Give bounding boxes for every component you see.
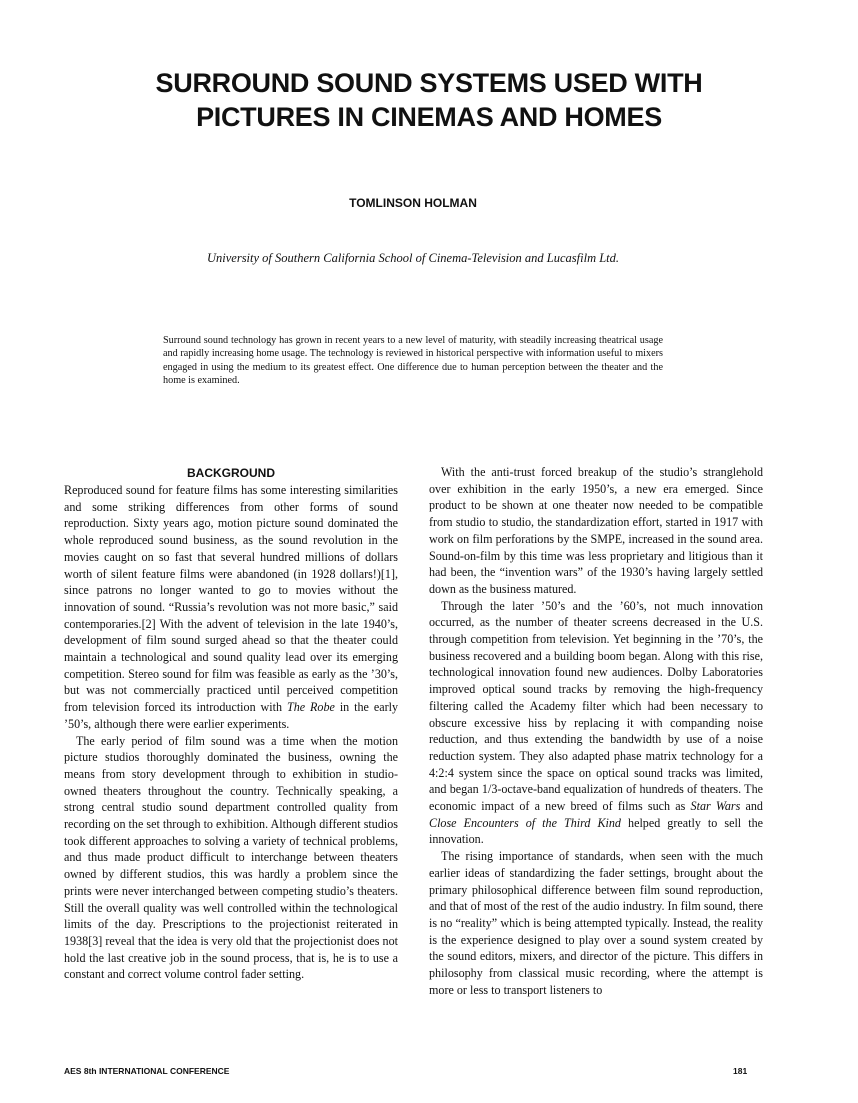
body-paragraph: The rising importance of standards, when seen with the much earlier ideas of standardizing the fader settings, brought about the primary philosophical difference between film sound reproduction, and that of most of the rest of the audio industry. In film sound, there is no “reality” which is being attempted typically. Instead, the reality is the experience designed to play over a sound system created by the sound editors, mixers, and director of the picture. This differs in philosophy from classical music recording, where the attempt is more or less to transport listeners to [429,849,763,997]
film-title-italic: The Robe [286,700,335,715]
author-name: TOMLINSON HOLMAN [349,196,477,210]
body-paragraph [429,598,763,849]
paragraph-text: Reproduced sound for feature films has some interesting similarities and some striking differences from other forms of sound reproduction. Sixty years ago, motion picture sound dominated the whole reproduced sound business, as the sound revolution in the movies caught on so fast that several hundred millions of dollars worth of silent feature films were abandoned (in 1928 dollars!)[1], since patrons no longer wanted to go to movies without the innovation of sound. “Russia’s revolution was not more basic,” said contemporaries.[2] With the advent of television in the late 1940’s, development of film sound surged ahead so that the theater could maintain a technological and sound quality lead over its emerging competition. Stereo sound for film was feasible as early as the ’30’s, but was not commercially practiced until perceived competition from television forced its introduction with [64,483,398,715]
title-line-1: SURROUND SOUND SYSTEMS USED WITH [155,68,703,98]
title-line-2: PICTURES IN CINEMAS AND HOMES [196,102,662,132]
right-column [429,464,763,999]
page-number: 181 [733,1066,748,1076]
footer-conference: AES 8th INTERNATIONAL CONFERENCE [64,1066,230,1076]
film-title-italic: Star Wars [690,799,741,814]
author-affiliation: University of Southern California School of Cinema-Television and Lucasfilm Ltd. [206,251,620,265]
paragraph-text: helped greatly to sell the innovation. [429,815,763,847]
paper-title [60,66,798,134]
body-paragraph: The early period of film sound was a time when the motion picture studios thoroughly dominated the business, owning the means from story development through to exhibition in studio-owned theaters throughout the country. Technically speaking, a strong central studio sound department controlled quality from recording on the set through to exhibition. Although different studios took different approaches to solving a variety of technical problems, and thus made product difficult to interchange between theaters owned by different studios, this was hardly a problem since the prints were never interchanged between competing studio’s theaters. Still the overall quality was well controlled within the technological limits of the day. Prescriptions to the projectionist reiterated in 1938[3] reveal that the idea is very old that the projectionist does not hold the last creative job in the sound process, that is, he is to use a constant and correct volume control fader setting. [64,733,398,982]
body-paragraph [64,482,398,733]
paragraph-text: in the early ’50’s, although there were earlier experiments. [64,700,398,731]
film-title-italic: Close Encounters of the Third Kind [429,815,621,830]
abstract: Surround sound technology has grown in recent years to a new level of maturity, with steadily increasing theatrical usage and rapidly increasing home usage. The technology is reviewed in historical perspective with information useful to mixers engaged in using the medium to its greatest effect. One difference due to human perception between the theater and the home is examined. [163,335,663,387]
paragraph-text: and [745,799,763,814]
section-heading-background: BACKGROUND [187,466,275,480]
body-paragraph: With the anti-trust forced breakup of the studio’s stranglehold over exhibition in the early 1950’s, a new era emerged. Since product to be shown at one theater now needed to be compatible from studio to studio, the standardization effort, started in 1917 with work on film perforations by the SMPE, increased in the sound area. Sound-on-film by this time was less proprietary and litigious than it had been, the “invention wars” of the 1930’s having largely settled down as the business matured. [429,465,763,596]
paragraph-text: Through the later ’50’s and the ’60’s, not much innovation occurred, as the number of theater screens decreased in the U.S. through competition from television. Yet beginning in the ’70’s, the business recovered and a building boom began. Along with this rise, technological innovation found new audiences. Dolby Laboratories improved optical sound tracks by removing the high-frequency filtering called the Academy filter which had been necessary to obscure excessive hiss by replacing it with companding noise reduction, and thus extending the bandwidth by use of a noise reduction system. They also adapted phase matrix technology for a 4:2:4 system since the space on optical sound tracks was limited, and began 1/3-octave-band equalization of hundreds of theaters. The economic impact of a new breed of films such as [429,598,763,814]
left-column [64,464,398,983]
